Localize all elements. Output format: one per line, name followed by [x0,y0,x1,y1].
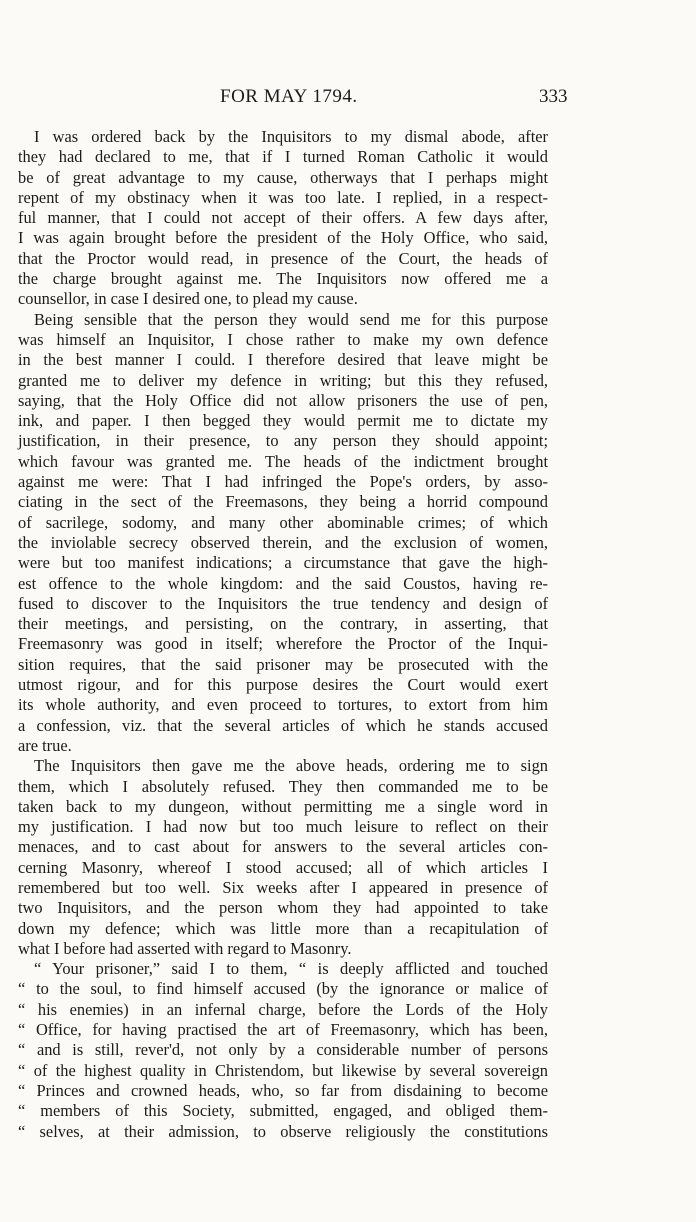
text-line: were but too manifest indications; a circumstance that gave the high- [18,553,548,573]
text-line: its whole authority, and even proceed to tortures, to extort from him [18,695,548,715]
text-line: I was ordered back by the Inquisitors to my dismal abode, after [34,127,548,146]
text-line: ful manner, that I could not accept of their offers. A few days after, [18,208,548,228]
text-line: “ and is still, rever'd, not only by a considerable number of persons [18,1040,548,1060]
text-line: I was again brought before the president of the Holy Office, who said, [18,228,548,248]
text-line: saying, that the Holy Office did not allow prisoners the use of pen, [18,390,548,410]
text-line: be of great advantage to my cause, otherways that I perhaps might [18,167,548,187]
text-line: the charge brought against me. The Inquisitors now offered me a [18,269,548,289]
text-line: “ Princes and crowned heads, who, so far from disdaining to become [18,1080,548,1100]
text-line: “ of the highest quality in Christendom, but likewise by several sovereign [18,1060,548,1080]
text-line: “ Office, for having practised the art of Freemasonry, which has been, [18,1020,548,1040]
text-line: “ Your prisoner,” said I to them, “ is deeply afflicted and touched [34,959,548,979]
text-line: “ members of this Society, submitted, engaged, and obliged them- [18,1101,548,1121]
page-number: 333 [539,86,568,107]
text-line: are true. [18,735,72,755]
text-line: their meetings, and persisting, on the contrary, in asserting, that [18,614,548,634]
text-line: down my defence; which was little more than a recapitulation of [18,918,548,938]
text-line: ink, and paper. I then begged they would permit me to dictate my [18,411,548,431]
text-line: they had declared to me, that if I turned Roman Catholic it would [18,147,548,167]
text-line: “ selves, at their admission, to observe religiously the constitutions [18,1121,548,1141]
text-line: justification, in their presence, to any person they should appoint; [18,431,548,451]
text-line: cerning Masonry, whereof I stood accused; all of which articles I [18,857,548,877]
text-line: counsellor, in case I desired one, to plead my cause. [18,289,358,309]
running-head [0,86,696,116]
text-line: them, which I absolutely refused. They then commanded me to be [18,776,548,796]
text-line: of sacrilege, sodomy, and many other abominable crimes; of which [18,512,548,532]
text-line: the inviolable secrecy observed therein, and the exclusion of women, [18,532,548,552]
text-line: utmost rigour, and for this purpose desires the Court would exert [18,675,548,695]
text-line: The Inquisitors then gave me the above heads, ordering me to sign [34,756,548,776]
body-text [18,127,548,1142]
text-line: was himself an Inquisitor, I chose rather to make my own defence [18,329,548,349]
text-line: against me were: That I had infringed the Pope's orders, by asso- [18,472,548,492]
text-line: menaces, and to cast about for answers to the several articles con- [18,837,548,857]
text-line: my justification. I had now but too much leisure to reflect on their [18,817,548,837]
text-line: Freemasonry was good in itself; wherefore the Proctor of the Inqui- [18,634,548,654]
text-line: that the Proctor would read, in presence of the Court, the heads of [18,248,548,268]
text-line: granted me to deliver my defence in writing; but this they refused, [18,370,548,390]
text-line: in the best manner I could. I therefore desired that leave might be [18,350,548,370]
text-line: repent of my obstinacy when it was too late. I replied, in a respect- [18,187,548,207]
text-line: sition requires, that the said prisoner may be prosecuted with the [18,654,548,674]
text-line: ciating in the sect of the Freemasons, they being a horrid compound [18,492,548,512]
running-title: FOR MAY 1794. [220,86,358,107]
text-line: a confession, viz. that the several articles of which he stands accused [18,715,548,735]
text-line: est offence to the whole kingdom: and the said Coustos, having re- [18,573,548,593]
text-line: remembered but too well. Six weeks after I appeared in presence of [18,877,548,897]
text-line: taken back to my dungeon, without permitting me a single word in [18,796,548,816]
text-line: “ his enemies) in an infernal charge, before the Lords of the Holy [18,999,548,1019]
text-line: Being sensible that the person they would send me for this purpose [34,309,548,329]
text-line: two Inquisitors, and the person whom they had appointed to take [18,898,548,918]
text-line: which favour was granted me. The heads of the indictment brought [18,451,548,471]
text-line: fused to discover to the Inquisitors the true tendency and design of [18,593,548,613]
text-line: what I before had asserted with regard to Masonry. [18,938,352,958]
text-line: “ to the soul, to find himself accused (by the ignorance or malice of [18,979,548,999]
